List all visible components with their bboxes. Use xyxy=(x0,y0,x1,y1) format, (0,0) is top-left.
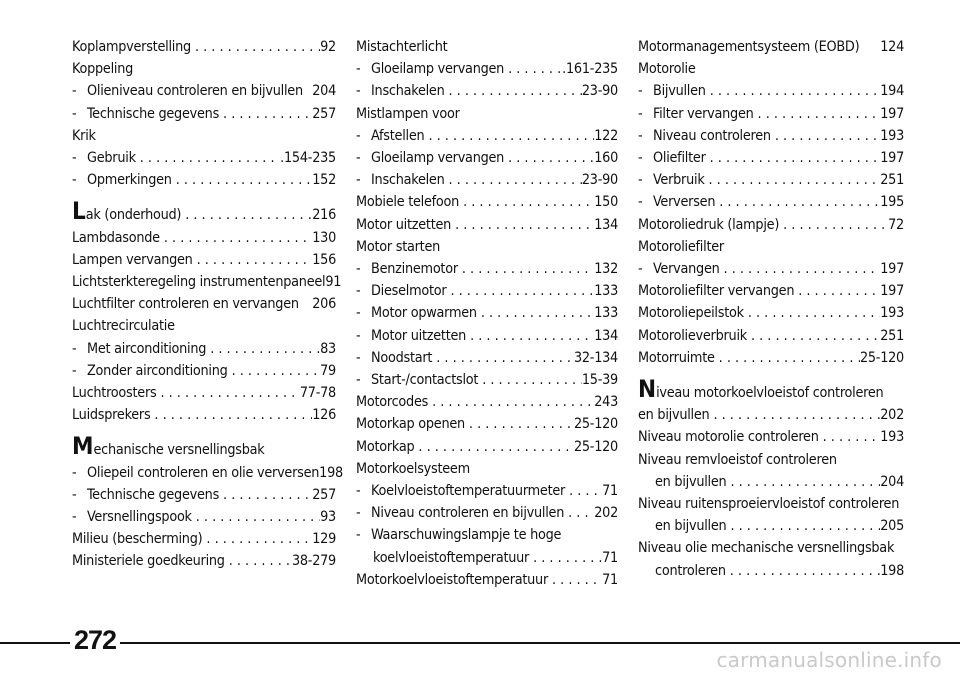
page-reference: 197 xyxy=(880,150,904,167)
section-gap xyxy=(72,426,336,439)
entry-dash: - xyxy=(356,527,361,544)
page-reference: 202 xyxy=(594,505,618,522)
index-entry xyxy=(638,302,904,324)
index-entry xyxy=(356,302,618,324)
index-entry xyxy=(72,293,336,315)
page-reference: 23-90 xyxy=(581,172,618,189)
entry-dash: - xyxy=(356,327,361,344)
page-reference: 195 xyxy=(880,194,904,211)
entry-term: Koppeling xyxy=(72,61,134,78)
entry-dash: - xyxy=(356,83,361,100)
dot-leader xyxy=(225,550,292,572)
dot-leader xyxy=(156,382,299,404)
page-reference: 257 xyxy=(312,105,336,122)
page-reference: 71 xyxy=(602,571,618,588)
entry-term: Niveau ruitensproeiervloeistof controleren xyxy=(638,496,900,513)
index-entry xyxy=(638,375,904,404)
entry-term: Benzinemotor xyxy=(371,261,458,278)
index-entry xyxy=(638,169,904,191)
index-entry xyxy=(356,413,618,435)
entry-dash: - xyxy=(356,61,361,78)
dot-leader xyxy=(477,302,594,324)
index-entry xyxy=(356,524,618,546)
index-entry xyxy=(72,249,336,271)
page-reference: 71 xyxy=(602,483,618,500)
index-entry xyxy=(72,103,336,125)
dot-leader xyxy=(720,258,881,280)
entry-term: Koelvloeistoftemperatuurmeter xyxy=(371,483,566,500)
entry-term: Inschakelen xyxy=(371,83,445,100)
index-entry xyxy=(638,236,904,258)
dot-leader xyxy=(428,391,594,413)
page-reference: 193 xyxy=(880,429,904,446)
page-reference: 130 xyxy=(312,229,336,246)
entry-term: en bijvullen xyxy=(638,407,710,424)
index-entry xyxy=(72,125,336,147)
page-reference: 122 xyxy=(594,127,618,144)
entry-term: Verversen xyxy=(653,194,716,211)
entry-term: Olieniveau controleren en bijvullen xyxy=(87,83,303,100)
entry-term: Noodstart xyxy=(371,349,433,366)
entry-term: Milieu (bescherming) xyxy=(72,531,203,548)
entry-dash: - xyxy=(356,283,361,300)
index-entry xyxy=(638,125,904,147)
page-reference: 32-134 xyxy=(573,349,618,366)
dot-leader xyxy=(504,147,594,169)
footer-rule-right xyxy=(120,642,960,644)
entry-dash: - xyxy=(638,105,643,122)
page-reference: .154-235 xyxy=(280,150,336,167)
entry-term: Ministeriele goedkeuring xyxy=(72,553,225,570)
index-entry xyxy=(356,569,618,591)
page-reference: 193 xyxy=(880,305,904,322)
entry-term: Dieselmotor xyxy=(371,283,447,300)
index-entry xyxy=(356,391,618,413)
page-reference: 71 xyxy=(602,549,618,566)
entry-term: Bijvullen xyxy=(653,83,706,100)
page-reference: 129 xyxy=(312,531,336,548)
index-entry xyxy=(72,169,336,191)
page-reference: 126 xyxy=(312,407,336,424)
entry-term: Lambdasonde xyxy=(72,229,160,246)
index-entry xyxy=(356,147,618,169)
page-reference: 23-90 xyxy=(581,83,618,100)
dot-leader xyxy=(819,426,881,448)
page-reference: 206 xyxy=(312,296,336,313)
entry-term: Mobiele telefoon xyxy=(356,194,460,211)
dot-leader xyxy=(445,169,582,191)
page-reference: 197 xyxy=(880,105,904,122)
index-entry xyxy=(356,547,618,569)
dot-leader xyxy=(726,515,880,537)
index-entry xyxy=(356,280,618,302)
entry-term: Motormanagementsysteem (EOBD) xyxy=(638,39,860,55)
entry-term: Start-/contactslot xyxy=(371,372,479,389)
index-entry xyxy=(356,58,618,80)
entry-term: Luchtroosters xyxy=(72,385,157,402)
page-reference: 152 xyxy=(312,172,336,189)
entry-term: Niveau motorolie controleren xyxy=(638,429,819,446)
entry-term: Motorkoelsysteem xyxy=(356,460,470,477)
page-reference: 25-120 xyxy=(859,349,904,366)
dot-leader xyxy=(706,147,881,169)
entry-term: Motorruimte xyxy=(638,349,715,366)
page-reference: 198 xyxy=(319,464,343,481)
dot-leader xyxy=(451,214,594,236)
page-reference: 156 xyxy=(312,251,336,268)
index-entry xyxy=(72,382,336,404)
dot-leader xyxy=(136,147,280,169)
dot-leader xyxy=(219,484,312,506)
index-entry xyxy=(638,147,904,169)
index-entry xyxy=(72,484,336,506)
index-entry xyxy=(72,147,336,169)
page-reference: .161-235 xyxy=(562,61,618,78)
index-entry xyxy=(72,338,336,360)
entry-term: Gebruik xyxy=(87,150,136,167)
index-entry xyxy=(356,103,618,125)
entry-term: Motorolie xyxy=(638,61,696,78)
entry-term: Zonder airconditioning xyxy=(87,362,228,379)
index-entry xyxy=(72,550,336,572)
index-entry xyxy=(638,560,904,582)
section-initial: L xyxy=(72,197,86,226)
entry-dash: - xyxy=(356,150,361,167)
entry-term: Mistachterlicht xyxy=(356,39,448,55)
page-reference: 92 xyxy=(320,39,336,55)
watermark: carmanualsonline.info xyxy=(716,648,942,672)
index-entry xyxy=(638,280,904,302)
index-entry xyxy=(638,515,904,537)
index-entry xyxy=(72,506,336,528)
index-entry xyxy=(638,103,904,125)
dot-leader xyxy=(202,528,312,550)
entry-term: Motor uitzetten xyxy=(356,216,452,233)
index-entry xyxy=(356,169,618,191)
entry-dash: - xyxy=(356,172,361,189)
page-reference: 216 xyxy=(312,207,336,224)
entry-term: Waarschuwingslampje te hoge xyxy=(371,527,562,544)
index-entry xyxy=(356,480,618,502)
page-number: 272 xyxy=(73,625,117,655)
index-entry xyxy=(356,347,618,369)
entry-term-rest: iveau motorkoelvloeistof controleren xyxy=(656,385,884,402)
entry-term: Motoroliefilter xyxy=(638,238,724,255)
entry-term: Gloeilamp vervangen xyxy=(371,61,505,78)
index-entry xyxy=(356,458,618,480)
index-entry xyxy=(72,462,343,484)
entry-term: Motoroliepeilstok xyxy=(638,305,744,322)
index-entry xyxy=(72,315,336,337)
index-entry xyxy=(356,436,618,458)
entry-term: Niveau remvloeistof controleren xyxy=(638,451,837,468)
index-entry xyxy=(638,347,904,369)
entry-dash: - xyxy=(356,127,361,144)
entry-term: Luchtrecirculatie xyxy=(72,318,175,335)
entry-term: Motor opwarmen xyxy=(371,305,477,322)
entry-term: Motorkoelvloeistoftemperatuur xyxy=(356,571,548,588)
index-entry xyxy=(72,227,336,249)
dot-leader xyxy=(794,280,880,302)
entry-term: Met airconditioning xyxy=(87,340,207,357)
entry-term: Motorkap openen xyxy=(356,416,465,433)
page-reference: 83 xyxy=(320,340,336,357)
dot-leader xyxy=(465,413,574,435)
entry-term: Gloeilamp vervangen xyxy=(371,150,505,167)
page-reference: 198 xyxy=(880,562,904,579)
index-entry xyxy=(638,214,904,236)
index-entry xyxy=(638,493,904,515)
index-entry xyxy=(72,197,336,226)
entry-term: Motoroliedruk (lampje) xyxy=(638,216,780,233)
page-reference: 77-78 xyxy=(299,385,336,402)
index-entry xyxy=(72,58,336,80)
entry-dash: - xyxy=(638,172,643,189)
entry-term: Lichtsterkteregeling instrumentenpaneel xyxy=(72,274,326,291)
entry-term: Afstellen xyxy=(371,127,425,144)
page-reference: 134 xyxy=(594,327,618,344)
dot-leader xyxy=(206,338,320,360)
entry-term xyxy=(638,375,884,404)
index-entry xyxy=(356,125,618,147)
dot-leader xyxy=(726,560,880,582)
entry-term: Opmerkingen xyxy=(87,172,172,189)
entry-term: Oliefilter xyxy=(653,150,706,167)
entry-dash: - xyxy=(72,340,77,357)
section-gap xyxy=(638,369,904,382)
dot-leader xyxy=(181,204,312,226)
page-reference: 91 xyxy=(325,274,342,291)
page-reference: 197 xyxy=(880,261,904,278)
page-reference: 205 xyxy=(880,518,904,535)
page-reference: 79 xyxy=(320,362,336,379)
dot-leader xyxy=(459,191,594,213)
entry-term-rest: ak (onderhoud) xyxy=(85,207,182,224)
page-reference: 133 xyxy=(594,305,618,322)
dot-leader xyxy=(432,347,574,369)
dot-leader xyxy=(771,125,880,147)
index-entry xyxy=(638,80,904,102)
entry-term: Technische gegevens xyxy=(87,486,220,503)
dot-leader xyxy=(779,214,888,236)
index-column-2 xyxy=(356,36,618,591)
index-entry xyxy=(72,404,336,426)
index-column-3 xyxy=(638,36,904,582)
entry-dash: - xyxy=(638,150,643,167)
page-reference: 132 xyxy=(594,261,618,278)
index-entry xyxy=(638,404,904,426)
entry-term: Motorcodes xyxy=(356,394,429,411)
entry-dash: - xyxy=(72,486,77,503)
index-entry xyxy=(356,80,618,102)
index-entry xyxy=(72,528,336,550)
entry-term: Mistlampen voor xyxy=(356,105,460,122)
index-entry xyxy=(356,36,618,58)
index-entry xyxy=(638,537,904,559)
entry-dash: - xyxy=(72,105,77,122)
entry-dash: - xyxy=(356,505,361,522)
dot-leader xyxy=(529,547,602,569)
index-column-1 xyxy=(72,36,343,573)
dot-leader xyxy=(715,347,860,369)
entry-dash: - xyxy=(72,362,77,379)
page-reference: 204 xyxy=(880,473,904,490)
index-entry xyxy=(638,258,904,280)
entry-term: en bijvullen xyxy=(655,473,727,490)
entry-dash: - xyxy=(72,172,77,189)
entry-term: Niveau controleren xyxy=(653,127,771,144)
dot-leader xyxy=(715,191,880,213)
index-entry xyxy=(356,214,618,236)
page-reference: 197 xyxy=(880,283,904,300)
dot-leader xyxy=(565,480,602,502)
page-reference: 38-279 xyxy=(291,553,336,570)
entry-term: Lampen vervangen xyxy=(72,251,193,268)
page-reference: 251 xyxy=(880,172,904,189)
index-entry xyxy=(638,36,904,58)
dot-leader xyxy=(706,80,880,102)
section-initial: M xyxy=(72,432,94,461)
entry-term: controleren xyxy=(655,562,726,579)
entry-dash: - xyxy=(356,305,361,322)
section-gap xyxy=(72,191,336,204)
entry-term: Technische gegevens xyxy=(87,105,220,122)
index-entry xyxy=(356,369,618,391)
entry-term: Versnellingspook xyxy=(87,509,192,526)
entry-term: Motor starten xyxy=(356,238,441,255)
index-entry xyxy=(72,36,336,58)
index-entry xyxy=(356,191,618,213)
entry-term: Vervangen xyxy=(653,261,720,278)
dot-leader xyxy=(744,302,880,324)
entry-dash: - xyxy=(356,483,361,500)
entry-term-rest: echanische versnellingsbak xyxy=(93,442,265,459)
dot-leader xyxy=(446,280,594,302)
entry-dash: - xyxy=(72,464,77,481)
dot-leader xyxy=(191,36,320,58)
entry-term: Inschakelen xyxy=(371,172,445,189)
index-entry xyxy=(638,471,904,493)
entry-dash: - xyxy=(356,261,361,278)
index-entry xyxy=(356,502,618,524)
page-reference: 251 xyxy=(880,327,904,344)
index-entry xyxy=(356,325,618,347)
dot-leader xyxy=(445,80,582,102)
entry-dash: - xyxy=(72,83,77,100)
dot-leader xyxy=(160,227,312,249)
page-reference: 134 xyxy=(594,216,618,233)
entry-term xyxy=(72,197,182,226)
entry-dash: - xyxy=(356,372,361,389)
page-reference: 204 xyxy=(312,83,336,100)
dot-leader xyxy=(192,506,320,528)
entry-term: Luidsprekers xyxy=(72,407,151,424)
dot-leader xyxy=(504,58,562,80)
entry-term: Koplampverstelling xyxy=(72,39,191,55)
dot-leader xyxy=(726,471,880,493)
dot-leader xyxy=(747,325,880,347)
entry-term: koelvloeistoftemperatuur xyxy=(373,549,530,566)
page-reference: 202 xyxy=(880,407,904,424)
entry-dash: - xyxy=(638,261,643,278)
dot-leader xyxy=(548,569,602,591)
page-reference: 25-120 xyxy=(573,416,618,433)
entry-dash: - xyxy=(638,194,643,211)
entry-term xyxy=(72,432,265,461)
index-entry xyxy=(638,449,904,471)
dot-leader xyxy=(458,258,594,280)
index-entry xyxy=(72,432,336,461)
section-initial: N xyxy=(638,375,657,404)
index-entry xyxy=(356,258,618,280)
entry-term: Motorolieverbruik xyxy=(638,327,747,344)
entry-term: Motor uitzetten xyxy=(371,327,467,344)
dot-leader xyxy=(466,325,594,347)
entry-term: Filter vervangen xyxy=(653,105,754,122)
index-entry xyxy=(638,426,904,448)
dot-leader xyxy=(705,169,881,191)
index-entry xyxy=(72,271,342,293)
entry-term: Niveau controleren en bijvullen xyxy=(371,505,565,522)
page-reference: 257 xyxy=(312,486,336,503)
dot-leader xyxy=(150,404,312,426)
dot-leader xyxy=(228,360,321,382)
index-entry xyxy=(638,325,904,347)
page-reference: 93 xyxy=(320,509,336,526)
dot-leader xyxy=(478,369,582,391)
entry-dash: - xyxy=(72,509,77,526)
dot-leader xyxy=(172,169,313,191)
page-reference: 25-120 xyxy=(573,438,618,455)
dot-leader xyxy=(219,103,312,125)
entry-term: Oliepeil controleren en olie verversen xyxy=(87,464,320,481)
page-reference: 133 xyxy=(594,283,618,300)
entry-dash: - xyxy=(356,349,361,366)
dot-leader xyxy=(564,502,594,524)
entry-term: Niveau olie mechanische versnellingsbak xyxy=(638,540,895,557)
dot-leader xyxy=(193,249,313,271)
dot-leader xyxy=(754,103,881,125)
entry-dash: - xyxy=(638,83,643,100)
dot-leader xyxy=(424,125,594,147)
page-reference: 160 xyxy=(594,150,618,167)
index-entry xyxy=(638,58,904,80)
index-entry xyxy=(72,80,336,102)
page-reference: 72 xyxy=(888,216,904,233)
index-entry xyxy=(72,360,336,382)
dot-leader xyxy=(414,436,574,458)
entry-term: en bijvullen xyxy=(655,518,727,535)
page-reference: 194 xyxy=(880,83,904,100)
entry-term: Verbruik xyxy=(653,172,705,189)
entry-term: Motorkap xyxy=(356,438,415,455)
footer-rule-left xyxy=(0,642,70,644)
entry-term: Luchtfilter controleren en vervangen xyxy=(72,296,299,313)
dot-leader xyxy=(709,404,880,426)
entry-dash: - xyxy=(72,150,77,167)
page-reference: 15-39 xyxy=(581,372,618,389)
page-reference: 193 xyxy=(880,127,904,144)
entry-term: Krik xyxy=(72,127,96,144)
entry-dash: - xyxy=(638,127,643,144)
page-reference: 124 xyxy=(880,39,904,55)
index-entry xyxy=(638,191,904,213)
entry-term: Motoroliefilter vervangen xyxy=(638,283,795,300)
index-entry xyxy=(356,236,618,258)
page-reference: 243 xyxy=(594,394,618,411)
page-reference: 150 xyxy=(594,194,618,211)
